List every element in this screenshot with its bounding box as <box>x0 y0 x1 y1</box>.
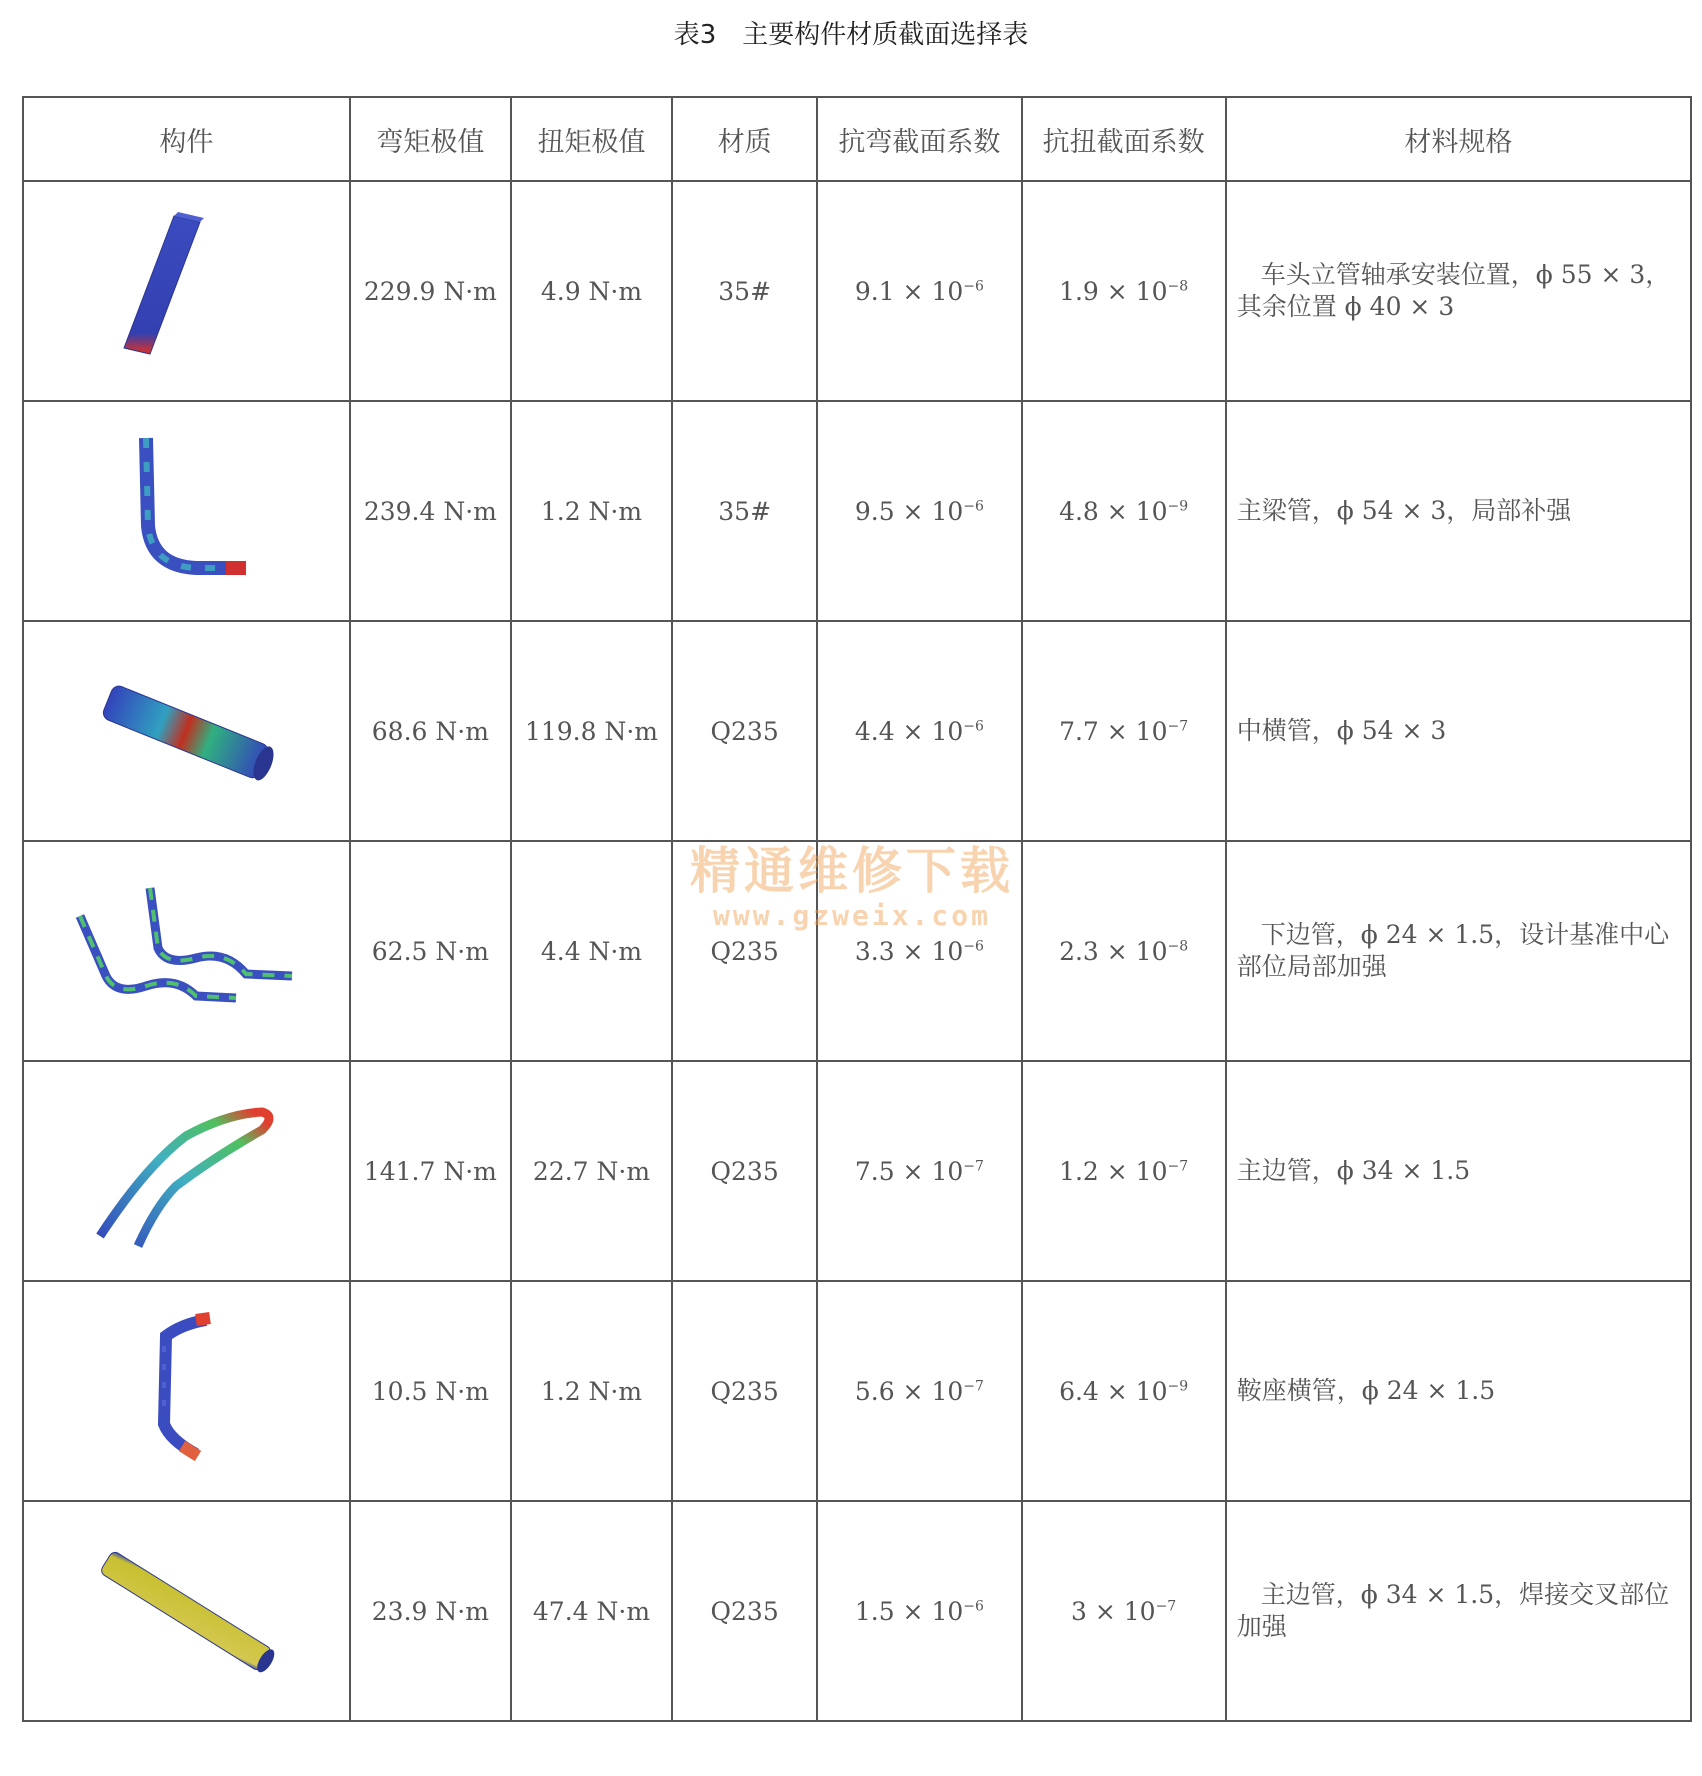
specification-line: 主梁管，ϕ 54 × 3，局部补强 <box>1236 496 1572 525</box>
bending-coefficient-cell <box>817 621 1021 841</box>
bending-coefficient-exponent: −7 <box>963 1158 984 1175</box>
table-row <box>23 401 1691 621</box>
bending-coefficient-exponent: −7 <box>963 1378 984 1395</box>
material-cell: Q235 <box>672 621 817 841</box>
torsion-coefficient-value: 6.4 × 10 <box>1059 1376 1168 1406</box>
specification-line: 中横管，ϕ 54 × 3 <box>1236 716 1447 745</box>
torsion-coefficient-value: 1.2 × 10 <box>1059 1156 1168 1186</box>
bending-coefficient-exponent: −6 <box>963 718 984 735</box>
bending-coefficient-value: 9.1 × 10 <box>854 276 964 306</box>
torsion-coefficient-exponent: −9 <box>1167 498 1189 515</box>
torsion-coefficient-value: 3 × 10 <box>1071 1596 1156 1626</box>
torsion-coefficient-cell <box>1022 181 1226 401</box>
bending-coefficient-exponent: −6 <box>963 498 984 515</box>
torsion-coefficient-exponent: −7 <box>1155 1598 1177 1615</box>
bending-moment-cell: 68.6 N·m <box>350 621 511 841</box>
bending-coefficient-exponent: −6 <box>963 278 984 295</box>
torque-cell: 4.9 N·m <box>511 181 672 401</box>
component-cell <box>23 181 350 401</box>
main-side-tube-icon <box>86 1086 286 1256</box>
torsion-coefficient-cell <box>1022 1501 1226 1721</box>
torsion-coefficient-value: 7.7 × 10 <box>1059 716 1168 746</box>
component-cell <box>23 1061 350 1281</box>
torque-cell: 47.4 N·m <box>511 1501 672 1721</box>
bending-coefficient-value: 7.5 × 10 <box>854 1156 964 1186</box>
torsion-coefficient-cell <box>1022 621 1226 841</box>
l-shaped-tube-icon <box>86 426 286 596</box>
bending-coefficient-cell <box>817 401 1021 621</box>
table-row <box>23 1501 1691 1721</box>
table-row <box>23 841 1691 1061</box>
torque-cell: 1.2 N·m <box>511 1281 672 1501</box>
specification-cell <box>1226 841 1691 1061</box>
specification-cell <box>1226 1281 1691 1501</box>
specification-cell <box>1226 181 1691 401</box>
torsion-coefficient-exponent: −9 <box>1167 1378 1189 1395</box>
table-row <box>23 181 1691 401</box>
table-row <box>23 621 1691 841</box>
bending-coefficient-value: 1.5 × 10 <box>854 1596 964 1626</box>
torsion-coefficient-cell <box>1022 1061 1226 1281</box>
bending-coefficient-value: 9.5 × 10 <box>854 496 964 526</box>
bending-coefficient-exponent: −6 <box>963 938 984 955</box>
torque-cell: 22.7 N·m <box>511 1061 672 1281</box>
table-title <box>0 14 1702 51</box>
specification-line: 下边管，ϕ 24 × 1.5，设计基准中心 <box>1260 920 1670 949</box>
bending-coefficient-exponent: −6 <box>963 1598 984 1615</box>
watermark-title: 精通维修下载 <box>690 841 1014 900</box>
bending-coefficient-cell <box>817 1281 1021 1501</box>
material-cell: Q235 <box>672 1501 817 1721</box>
torsion-coefficient-cell <box>1022 401 1226 621</box>
header-torsion-section-coefficient: 抗扭截面系数 <box>1022 97 1226 181</box>
specification-line: 主边管，ϕ 34 × 1.5 <box>1236 1156 1471 1185</box>
material-cell: Q235 <box>672 1281 817 1501</box>
component-cell <box>23 1281 350 1501</box>
header-material: 材质 <box>672 97 817 181</box>
specification-line: 鞍座横管，ϕ 24 × 1.5 <box>1236 1376 1496 1405</box>
header-specification: 材料规格 <box>1226 97 1691 181</box>
torque-cell: 1.2 N·m <box>511 401 672 621</box>
saddle-cross-tube-icon <box>86 1306 286 1476</box>
specification-cell <box>1226 401 1691 621</box>
torsion-coefficient-exponent: −7 <box>1167 718 1189 735</box>
material-section-table <box>22 96 1692 1722</box>
torque-cell: 119.8 N·m <box>511 621 672 841</box>
specification-line: 主边管，ϕ 34 × 1.5，焊接交叉部位 <box>1260 1580 1670 1609</box>
torsion-coefficient-cell <box>1022 1281 1226 1501</box>
bending-coefficient-cell <box>817 841 1021 1061</box>
header-torque: 扭矩极值 <box>511 97 672 181</box>
specification-line: 加强 <box>1236 1612 1287 1641</box>
bending-coefficient-value: 5.6 × 10 <box>854 1376 964 1406</box>
table-number: 表3 <box>673 20 717 50</box>
bending-moment-cell: 239.4 N·m <box>350 401 511 621</box>
torsion-coefficient-exponent: −8 <box>1167 938 1189 955</box>
header-row <box>23 97 1691 181</box>
material-cell: 35# <box>672 181 817 401</box>
bending-coefficient-cell <box>817 1061 1021 1281</box>
specification-line: 部位局部加强 <box>1236 952 1387 981</box>
torsion-coefficient-exponent: −8 <box>1167 278 1189 295</box>
header-component: 构件 <box>23 97 350 181</box>
bending-coefficient-cell <box>817 1501 1021 1721</box>
bending-coefficient-cell <box>817 181 1021 401</box>
torsion-coefficient-value: 2.3 × 10 <box>1059 936 1168 966</box>
bending-coefficient-value: 3.3 × 10 <box>854 936 964 966</box>
bending-moment-cell: 62.5 N·m <box>350 841 511 1061</box>
bending-coefficient-value: 4.4 × 10 <box>854 716 964 746</box>
torque-cell: 4.4 N·m <box>511 841 672 1061</box>
bending-moment-cell: 141.7 N·m <box>350 1061 511 1281</box>
lower-side-tubes-icon <box>66 866 306 1036</box>
cross-tube-icon <box>86 646 286 816</box>
table-row <box>23 1061 1691 1281</box>
table-row <box>23 1281 1691 1501</box>
header-bending-moment: 弯矩极值 <box>350 97 511 181</box>
specification-line: 其余位置 ϕ 40 × 3 <box>1236 292 1455 321</box>
specification-cell <box>1226 621 1691 841</box>
bending-moment-cell: 23.9 N·m <box>350 1501 511 1721</box>
torsion-coefficient-value: 1.9 × 10 <box>1059 276 1168 306</box>
torsion-coefficient-value: 4.8 × 10 <box>1059 496 1168 526</box>
bending-moment-cell: 10.5 N·m <box>350 1281 511 1501</box>
table-caption: 主要构件材质截面选择表 <box>742 20 1029 50</box>
component-cell <box>23 841 350 1061</box>
welded-side-tube-icon <box>86 1526 286 1696</box>
specification-cell <box>1226 1501 1691 1721</box>
straight-square-tube-icon <box>86 206 286 376</box>
watermark-url: www.gzweix.com <box>712 899 991 932</box>
specification-line: 车头立管轴承安装位置，ϕ 55 × 3， <box>1260 260 1671 289</box>
material-cell: Q235 <box>672 841 817 1061</box>
torsion-coefficient-exponent: −7 <box>1167 1158 1189 1175</box>
component-cell <box>23 401 350 621</box>
bending-moment-cell: 229.9 N·m <box>350 181 511 401</box>
material-cell: 35# <box>672 401 817 621</box>
specification-cell <box>1226 1061 1691 1281</box>
torsion-coefficient-cell <box>1022 841 1226 1061</box>
material-cell: Q235 <box>672 1061 817 1281</box>
header-bending-section-coefficient: 抗弯截面系数 <box>817 97 1021 181</box>
component-cell <box>23 621 350 841</box>
component-cell <box>23 1501 350 1721</box>
